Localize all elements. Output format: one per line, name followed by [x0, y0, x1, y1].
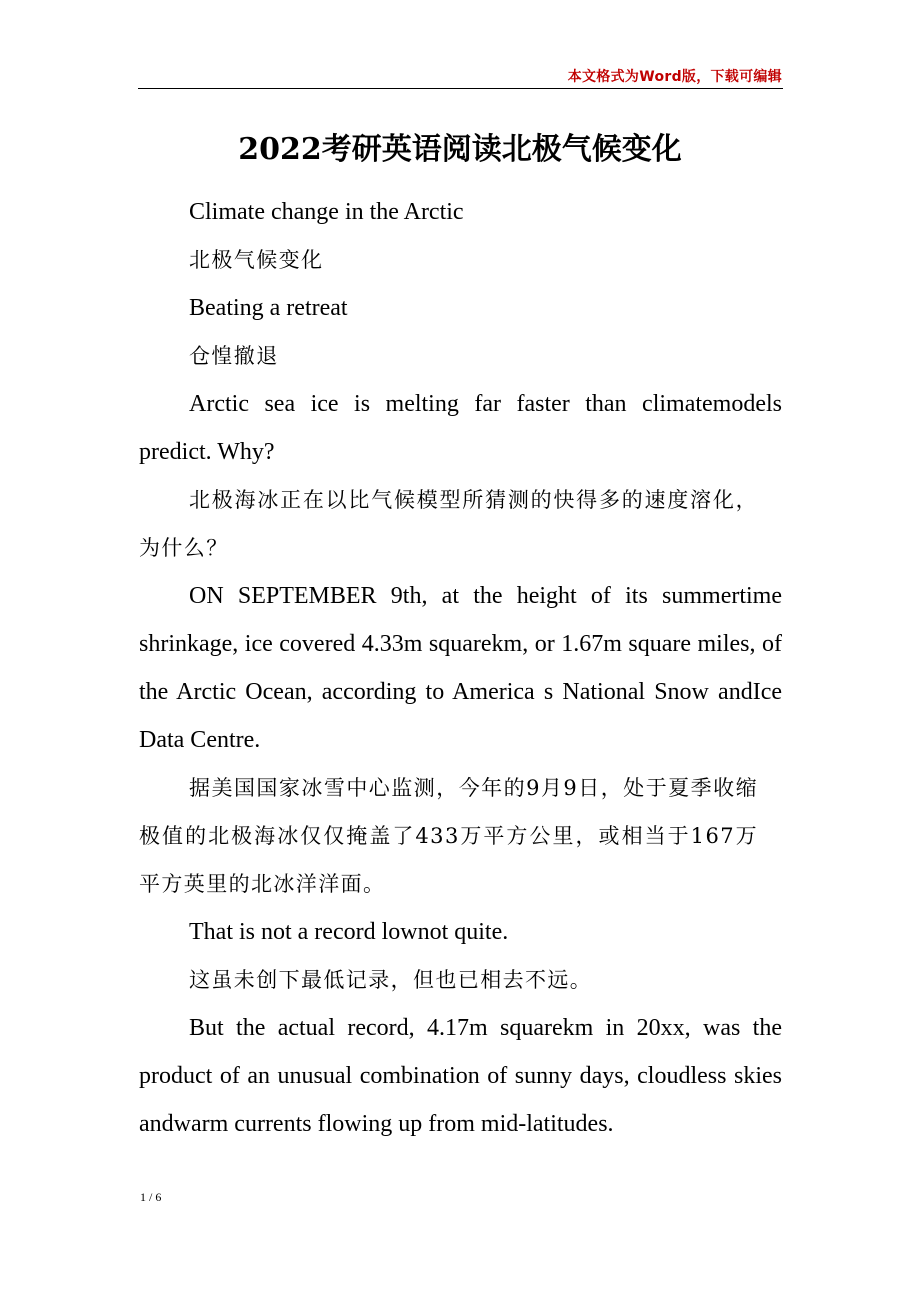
- header-note: 本文格式为Word版，下载可编辑: [567, 69, 782, 85]
- paragraph-en: But the actual record, 4.17m squarekm in 20xx, was the product of an unusual combination of sunny days, cloudless skies andwarm currents flowing up from mid-latitudes.: [139, 1015, 782, 1137]
- paragraph-zh: 据美国国家冰雪中心监测，今年的9月9日，处于夏季收缩极值的北极海冰仅仅掩盖了433万平方公里，或相当于167万平方英里的北冰洋洋面。: [139, 776, 758, 896]
- paragraph-en: That is not a record lownot quite.: [189, 919, 509, 945]
- paragraph-zh: 这虽未创下最低记录，但也已相去不远。: [189, 968, 593, 992]
- paragraph-zh: 北极海冰正在以比气候模型所猜测的快得多的速度溶化，为什么？: [139, 488, 758, 560]
- document-body: [139, 188, 782, 1148]
- paragraph-zh: 北极气候变化: [189, 248, 324, 272]
- paragraph-zh: 仓惶撤退: [189, 344, 279, 368]
- paragraph-en: Arctic sea ice is melting far faster than climatemodels predict. Why?: [139, 391, 782, 465]
- paragraph-en: ON SEPTEMBER 9th, at the height of its summertime shrinkage, ice covered 4.33m squarekm, or 1.67m square miles, of the Arctic Ocean, according to America s National Snow andIce Data Centre.: [139, 583, 782, 753]
- header-divider: [138, 88, 783, 89]
- page-number: 1 / 6: [140, 1190, 162, 1204]
- paragraph-en: Beating a retreat: [189, 295, 348, 321]
- paragraph-en: Climate change in the Arctic: [189, 199, 464, 225]
- document-title: 2022考研英语阅读北极气候变化: [238, 132, 682, 167]
